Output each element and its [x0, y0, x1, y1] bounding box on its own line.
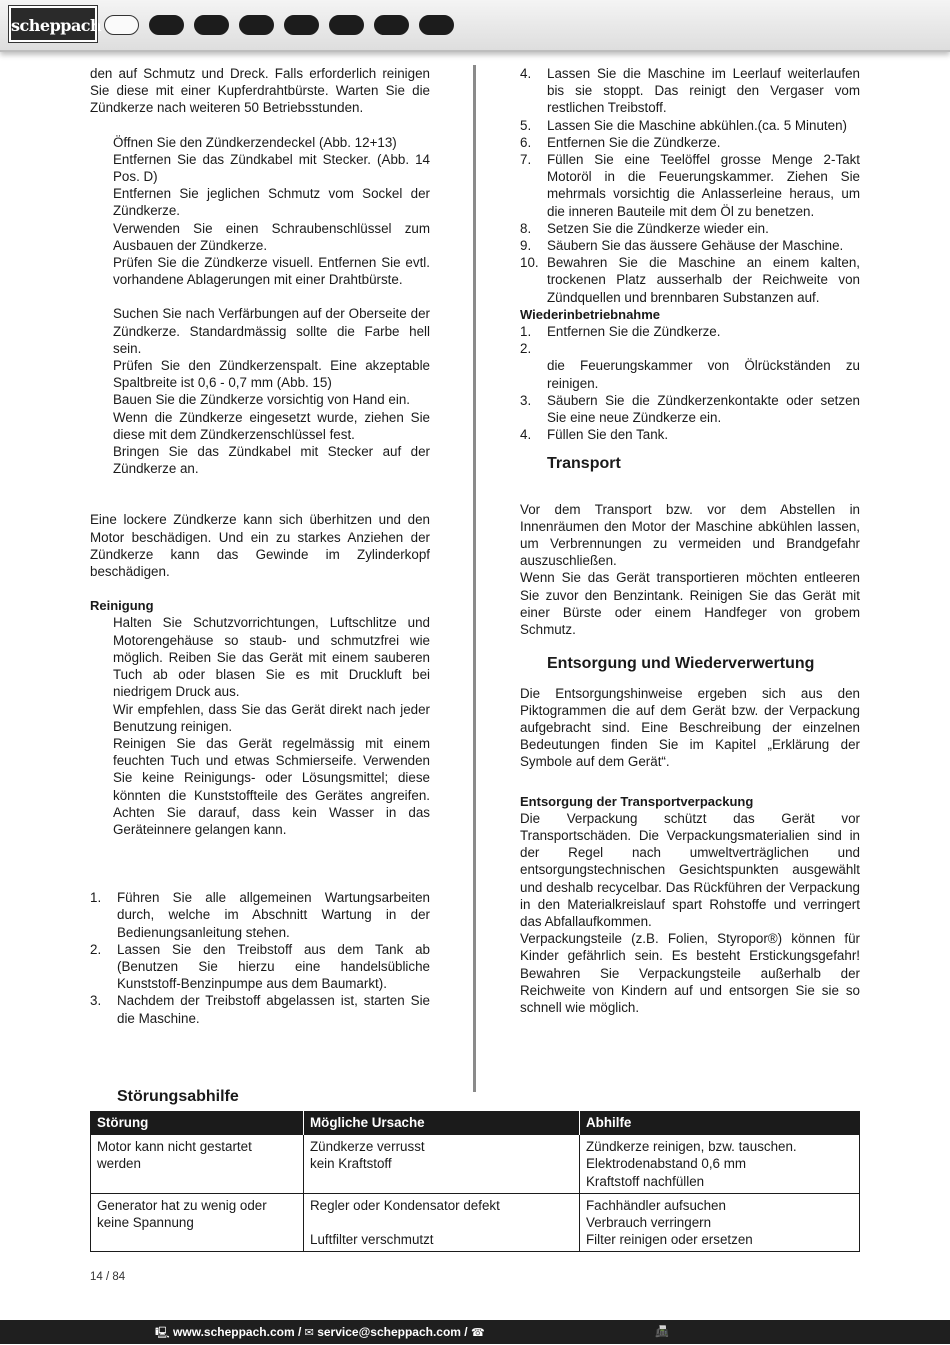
- step-text: Wenn die Zündkerze eingesetzt wurde, ziehen Sie diese mit dem Zündkerzenschlüssel fest.: [113, 409, 430, 442]
- chapter-dot: [239, 15, 274, 35]
- column-header: Abhilfe: [580, 1111, 860, 1135]
- list-item: 4. Füllen Sie den Tank.: [520, 427, 669, 443]
- column-divider: [473, 65, 476, 1092]
- cause-cell: Regler oder Kondensator defekt Luftfilter verschmutzt: [304, 1193, 580, 1252]
- packaging-paragraph: Verpackungsteile (z.B. Folien, Styropor®) können für Kinder gefährlich sein. Es besteht Erstickungsgefahr! Bewahren Sie Verpackungsteile außerhalb der Reichweite von Kindern auf und entsorgen Sie sie so schnell wie möglich.: [520, 931, 860, 1015]
- table-header-row: [91, 1111, 860, 1135]
- troubleshooting-table: [90, 1111, 860, 1252]
- table-row: [91, 1193, 860, 1252]
- mail-icon: ✉: [304, 1327, 314, 1339]
- cleaning-heading: Reinigung: [90, 598, 154, 614]
- computer-icon: 🖳: [155, 1327, 170, 1339]
- step-text: Suchen Sie nach Verfärbungen auf der Oberseite der Zündkerze. Standardmässig sollte die Farbe hell sein.: [113, 306, 430, 356]
- list-item: 3. Säubern Sie die Zündkerzenkontakte oder setzen Sie eine neue Zündkerze ein.: [520, 392, 860, 426]
- column-header: Störung: [91, 1111, 304, 1135]
- step-text: Öffnen Sie den Zündkerzendeckel (Abb. 12+13): [113, 134, 397, 150]
- step-text: Verwenden Sie einen Schraubenschlüssel zum Ausbauen der Zündkerze.: [113, 220, 430, 253]
- cleaning-paragraph: Wir empfehlen, dass Sie das Gerät direkt nach jeder Benutzung reinigen.: [113, 701, 430, 734]
- disposal-heading: Entsorgung und Wiederverwertung: [547, 655, 815, 673]
- transport-paragraph: Wenn Sie das Gerät transportieren möchten entleeren Sie zuvor den Benzintank. Reinigen Sie das Gerät mit einer Bürste oder einem Handfeger von grobem Schmutz.: [520, 570, 860, 638]
- warning-note: Eine lockere Zündkerze kann sich überhitzen und den Motor beschädigen. Und ein zu starkes Anziehen der Zündkerze kann das Gewinde im Zylinderkopf beschädigen.: [90, 512, 430, 580]
- list-item: 3. Nachdem der Treibstoff abgelassen ist, starten Sie die Maschine.: [90, 993, 430, 1026]
- list-item: 8. Setzen Sie die Zündkerze wieder ein.: [520, 220, 769, 236]
- step-text: Entfernen Sie jeglichen Schmutz vom Sockel der Zündkerze.: [113, 186, 430, 219]
- list-item: 4. Lassen Sie die Maschine im Leerlauf weiterlaufen bis sie stoppt. Das reinigt den Vergaser vom restlichen Treibstoff.: [520, 66, 860, 116]
- list-item: die Feuerungskammer von Ölrückständen zu reinigen.: [547, 358, 860, 391]
- step-text: Bringen Sie das Zündkabel mit Stecker auf der Zündkerze an.: [113, 444, 430, 477]
- list-item: 10. Bewahren Sie die Maschine an einem kalten, trockenen Platz ausserhalb der Reichweite von Zündquellen und brennbaren Substanzen auf.: [520, 255, 860, 305]
- chapter-dot: [329, 15, 364, 35]
- list-item: 7. Füllen Sie eine Teelöffel grosse Menge 2-Takt Motoröl in die Feuerungskammer. Ziehen Sie mehrmals vorsichtig die Anlasserleine heraus, um die inneren Bauteile mit dem Öl zu benetzen.: [520, 152, 860, 219]
- list-item: 1. Entfernen Sie die Zündkerze.: [520, 324, 721, 340]
- chapter-dot: [194, 15, 229, 35]
- fault-cell: Motor kann nicht gestartet werden: [91, 1135, 304, 1194]
- page-footer: [0, 1320, 950, 1344]
- spark-plug-intro: den auf Schmutz und Dreck. Falls erforderlich reinigen Sie diese mit einer Kupferdrahtbürste. Warten Sie die Zündkerze nach weiteren 50 Betriebsstunden.: [90, 66, 430, 116]
- email-link[interactable]: service@scheppach.com /: [317, 1325, 468, 1339]
- list-item: 1. Führen Sie alle allgemeinen Wartungsarbeiten durch, welche im Abschnitt Wartung in der Bedienungsanleitung stehen.: [90, 890, 430, 940]
- table-row: [91, 1135, 860, 1194]
- cause-cell: Zündkerze verrusst kein Kraftstoff: [304, 1135, 580, 1194]
- right-column: [520, 65, 860, 1016]
- step-text: Prüfen Sie den Zündkerzenspalt. Eine akzeptable Spaltbreite ist 0,6 - 0,7 mm (Abb. 15): [113, 358, 430, 391]
- troubleshooting-title: Störungsabhilfe: [117, 1088, 239, 1105]
- list-item: 6. Entfernen Sie die Zündkerze.: [520, 134, 721, 150]
- disposal-paragraph: Die Entsorgungshinweise ergeben sich aus den Piktogrammen die auf dem Gerät bzw. der Verpackung aufgebracht sind. Eine Beschreibung der einzelnen Bedeutungen finden Sie im Kapitel „Erklärung der Symbole auf dem Gerät“.: [520, 685, 860, 770]
- website-link[interactable]: www.scheppach.com /: [173, 1325, 302, 1339]
- chapter-indicator: [104, 15, 454, 35]
- page-header: [0, 0, 950, 52]
- remedy-cell: Fachhändler aufsuchen Verbrauch verringern Filter reinigen oder ersetzen: [580, 1193, 860, 1252]
- transport-paragraph: Vor dem Transport bzw. vor dem Abstellen in Innenräumen den Motor der Maschine abkühlen lassen, um Verbrennungen zu vermeiden und Brandgefahr auszuschließen.: [520, 501, 860, 569]
- phone-icon: ☎: [471, 1327, 485, 1339]
- step-text: Entfernen Sie das Zündkabel mit Stecker. (Abb. 14 Pos. D): [113, 151, 430, 185]
- cleaning-paragraph: Reinigen Sie das Gerät regelmässig mit einem feuchten Tuch und etwas Schmierseife. Verwenden Sie keine Reinigungs- oder Lösungsmittel; diese könnten die Kunststoffteile des Gerätes angreifen. Achten Sie darauf, dass kein Wasser in das Geräteinnere gelangen kann.: [113, 735, 430, 837]
- packaging-paragraph: Die Verpackung schützt das Gerät vor Transportschäden. Die Verpackungsmaterialien sind in der Regel nach umweltverträglichen und entsorgungstechnischen Gesichtspunkten ausgewählt und deshalb recycelbar. Das Rückführen der Verpackung in den Materialkreislauf spart Rohstoffe und verringert das Abfallaufkommen.: [520, 810, 860, 929]
- transport-heading: Transport: [547, 455, 621, 473]
- chapter-dot: [419, 15, 454, 35]
- chapter-dot: [149, 15, 184, 35]
- packaging-heading: Entsorgung der Transportverpackung: [520, 793, 754, 809]
- list-item: 9. Säubern Sie das äussere Gehäuse der Maschine.: [520, 238, 844, 254]
- brand-logo: scheppach: [9, 6, 97, 42]
- fax-icon: 📠: [655, 1326, 669, 1338]
- step-text: Prüfen Sie die Zündkerze visuell. Entfernen Sie evtl. vorhandene Ablagerungen mit einer Drahtbürste.: [113, 255, 430, 288]
- left-column: [90, 65, 430, 1027]
- remedy-cell: Zündkerze reinigen, bzw. tauschen. Elektrodenabstand 0,6 mm Kraftstoff nachfüllen: [580, 1135, 860, 1194]
- step-text: Bauen Sie die Zündkerze vorsichtig von Hand ein.: [113, 392, 411, 408]
- cleaning-paragraph: Halten Sie Schutzvorrichtungen, Luftschlitze und Motorengehäuse so staub- und schmutzfrei wie möglich. Reiben Sie das Gerät mit einem sauberen Tuch ab oder blasen Sie es mit Druckluft bei niedrigem Druck aus.: [113, 615, 430, 700]
- chapter-dot-active: [104, 15, 139, 35]
- list-item: 2.: [520, 341, 532, 357]
- list-item: 5. Lassen Sie die Maschine abkühlen.(ca. 5 Minuten): [520, 117, 847, 133]
- page-number: 14 / 84: [90, 1271, 126, 1283]
- column-header: Mögliche Ursache: [304, 1111, 580, 1135]
- chapter-dot: [374, 15, 409, 35]
- list-item: 2. Lassen Sie den Treibstoff aus dem Tank ab (Benutzen Sie hierzu eine handelsübliche Kunststoff-Benzinpumpe aus dem Baumarkt).: [90, 941, 430, 992]
- chapter-dot: [284, 15, 319, 35]
- recommission-heading: Wiederinbetriebnahme: [520, 306, 661, 322]
- fault-cell: Generator hat zu wenig oder keine Spannung: [91, 1193, 304, 1252]
